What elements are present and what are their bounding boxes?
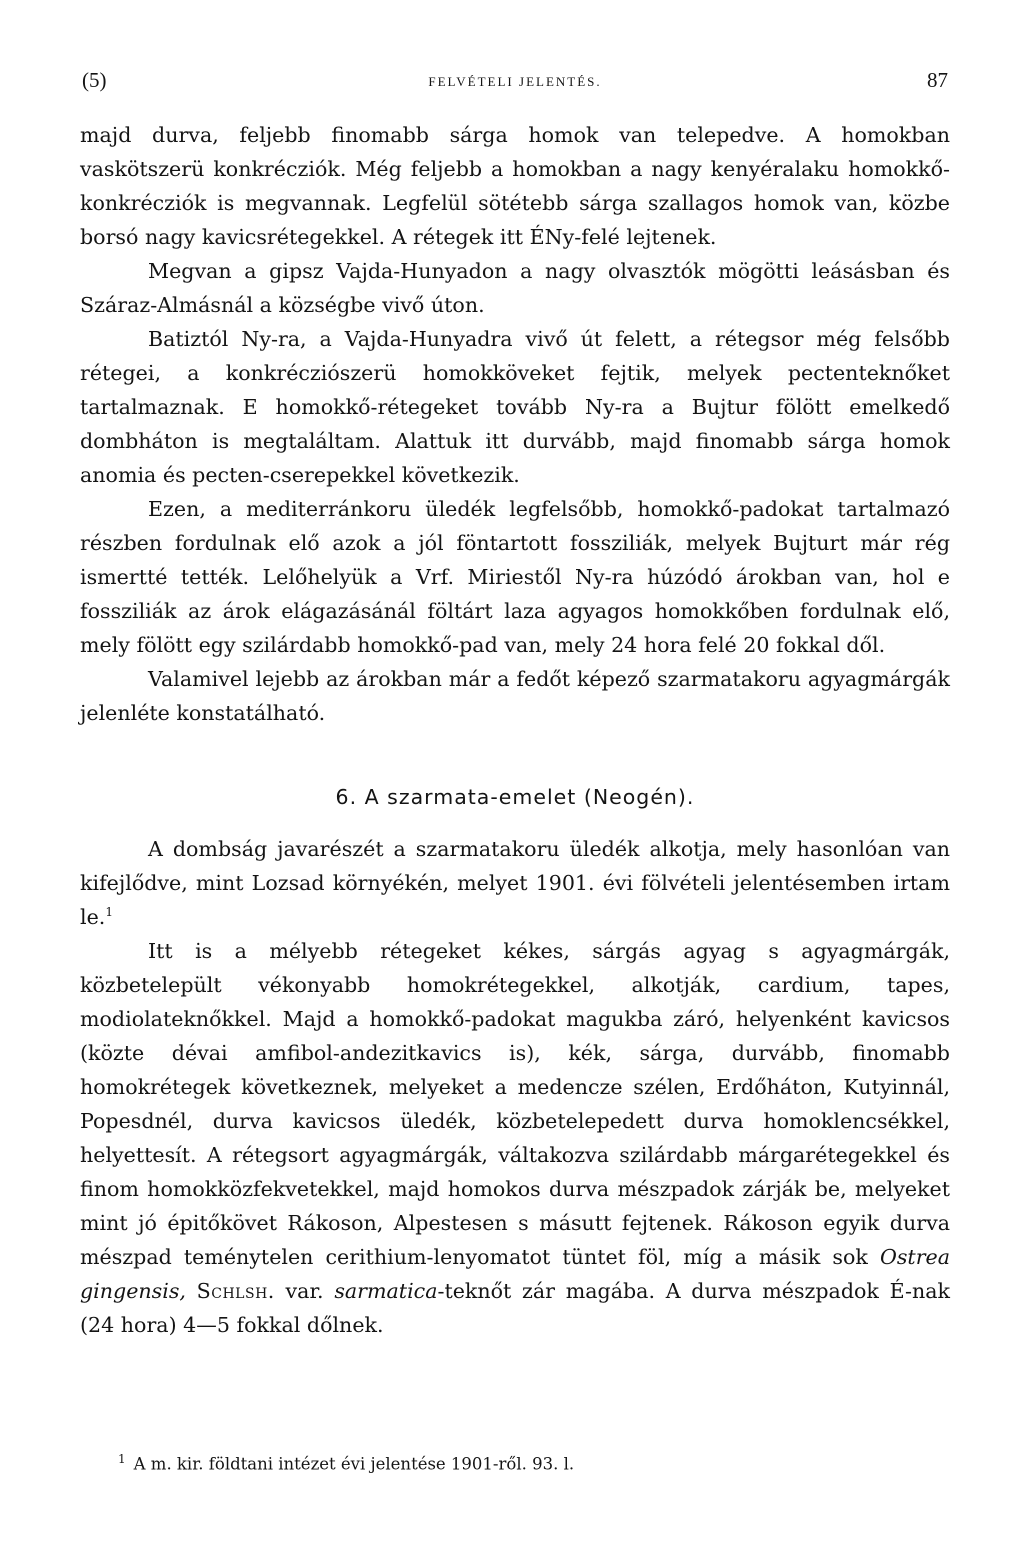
paragraph-7-text-b: -teknőt zár magába. A durva mészpadok É-nak (24 hora) 4—5 fokkal dőlnek. [80, 1279, 950, 1337]
paragraph-4: Ezen, a mediterránkoru üledék legfelsőbb, homokkő-padokat tartalmazó részben fordulnak elő azok a jól föntartott fossziliák, melyek Bujturt már rég ismertté tették. Lelőhelyük a Vrf. Miriestől Ny-ra húzódó árokban van, hol e fossziliák az árok elágazásánál föltárt laza agyagos homokkőben fordulnak elő, mely fölött egy szilárdabb homokkő-pad van, mely 24 hora felé 20 fokkal dől. [80, 497, 950, 657]
body-text [80, 118, 950, 1342]
paragraph-7-text-a: Itt is a mélyebb rétegeket kékes, sárgás agyag s agyagmárgák, közbetelepült vékonyabb homokrétegekkel, alkotják, cardium, tapes, modiolateknőkkel. Majd a homokkő-padokat magukba záró, helyenként kavicsos (közte dévai amfibol-andezitkavics is), kék, sárga, durvább, finomabb homokrétegek következnek, melyeket a medencze szélen, Erdőháton, Kutyinnál, Popesdnél, durva kavicsos üledék, közbetelepedett durva homoklencsékkel, helyettesít. A rétegsort agyagmárgák, váltakozva szilárdabb márgarétegekkel és finom homokközfekvetekkel, majd homokos durva mészpadok zárják be, melyeket mint jó épitőkövet Rákoson, Alpestesen s másutt fejtenek. Rákoson egyik durva mészpad teménytelen cerithium-lenyomatot tüntet föl, míg a másik sok [80, 939, 950, 1269]
paragraph-5: Valamivel lejebb az árokban már a fedőt képező szarmatakoru agyagmárgák jelenléte konstatálható. [80, 667, 950, 725]
page-marker: (5) [82, 68, 107, 92]
page-number: 87 [927, 68, 948, 92]
paragraph-2: Megvan a gipsz Vajda-Hunyadon a nagy olvasztók mögötti leásásban és Száraz-Almásnál a községbe vivő úton. [80, 259, 950, 317]
running-title: FELVÉTELI JELENTÉS. [428, 74, 602, 89]
footnote-mark: 1 [118, 1452, 126, 1466]
variety-abbrev: var. [285, 1279, 324, 1303]
paragraph-7 [80, 934, 950, 1342]
species-author: Schlsh. [196, 1279, 275, 1303]
paragraph-1: majd durva, feljebb finomabb sárga homok van telepedve. A homokban vaskötszerü konkrécziók. Még feljebb a homokban a nagy kenyéralaku homokkő-konkrécziók is megvannak. Legfelül sötétebb sárga szallagos homok van, közbe borsó nagy kavicsrétegekkel. A rétegek itt ÉNy-felé lejtenek. [80, 123, 950, 249]
section-heading: 6. A szarmata-emelet (Neogén). [335, 785, 695, 809]
paragraph-3: Batiztól Ny-ra, a Vajda-Hunyadra vivő út felett, a rétegsor még felsőbb rétegei, a konkrécziószerü homokköveket fejtik, melyek pectenteknőket tartalmaznak. E homokkő-rétegeket tovább Ny-ra a Bujtur fölött emelkedő dombháton is megtaláltam. Alattuk itt durvább, majd finomabb sárga homok anomia és pecten-cserepekkel következik. [80, 327, 950, 487]
footnote [118, 1447, 898, 1477]
variety-name: sarmatica [334, 1279, 438, 1303]
paragraph-6-text: A dombság javarészét a szarmatakoru üledék alkotja, mely hasonlóan van kifejlődve, mint Lozsad környékén, melyet 1901. évi fölvételi jelentésemben irtam le. [80, 837, 950, 929]
footnote-text: A m. kir. földtani intézet évi jelentése 1901-ről. 93. l. [133, 1454, 575, 1474]
running-header [82, 68, 948, 104]
paragraph-6 [80, 832, 950, 934]
footnote-reference: 1 [105, 905, 113, 920]
species-name: Ostrea gingensis, [80, 1245, 951, 1303]
